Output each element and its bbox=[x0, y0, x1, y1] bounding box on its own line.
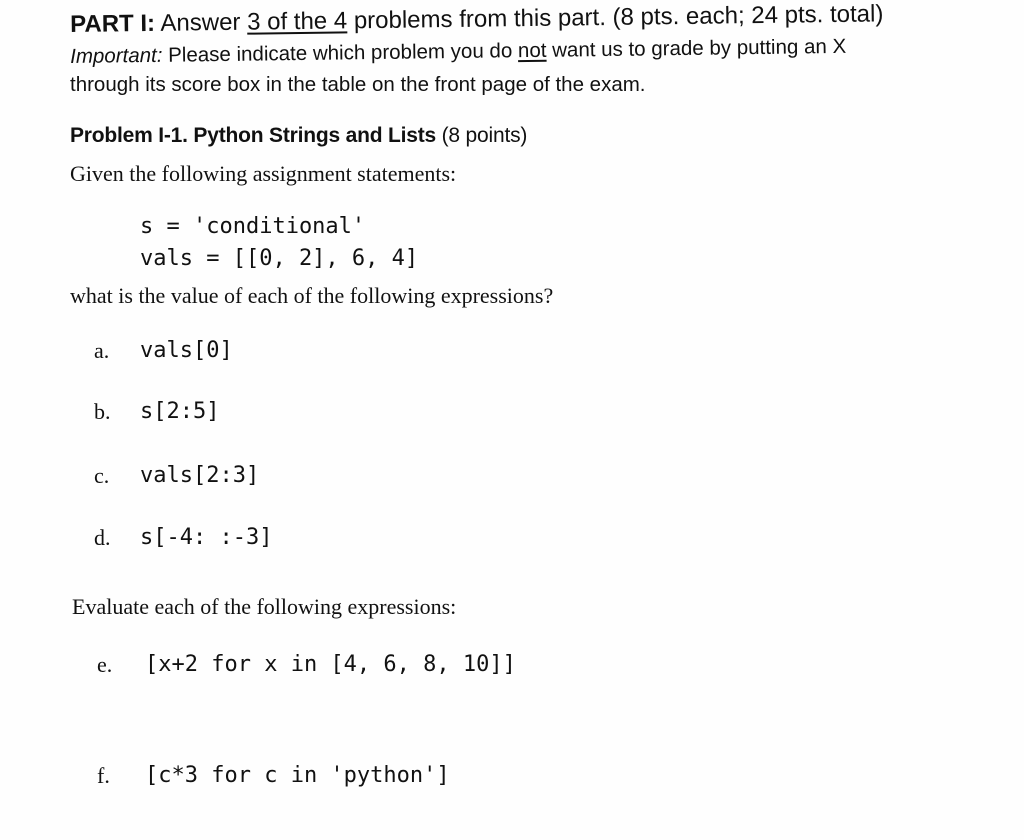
item-expression: vals[2:3] bbox=[140, 463, 260, 488]
problem-title-text: Problem I-1. Python Strings and Lists bbox=[70, 124, 436, 147]
part-label: PART I: bbox=[70, 9, 156, 38]
item-letter: e. bbox=[97, 652, 113, 677]
assignment-line: s = 'conditional' bbox=[140, 214, 366, 239]
item-expression: vals[0] bbox=[140, 338, 233, 363]
part-instruction-underlined: 3 of the 4 bbox=[246, 7, 348, 36]
item-expression: s[-4: :-3] bbox=[140, 525, 273, 550]
part-instruction-pre: Answer bbox=[154, 8, 248, 37]
item-letter: a. bbox=[94, 338, 110, 363]
item-letter: c. bbox=[94, 463, 110, 488]
assignment-line: vals = [[0, 2], 6, 4] bbox=[140, 246, 419, 271]
question-prompt: what is the value of each of the following expressions? bbox=[70, 283, 554, 308]
item-expression: s[2:5] bbox=[140, 399, 220, 424]
item-expression: [c*3 for c in 'python'] bbox=[145, 763, 450, 788]
important-note-line2: through its score box in the table on the front page of the exam. bbox=[70, 73, 646, 96]
evaluate-prompt: Evaluate each of the following expressions: bbox=[72, 594, 457, 619]
problem-intro: Given the following assignment statements: bbox=[70, 161, 457, 186]
problem-title bbox=[70, 123, 527, 149]
important-text-underlined: not bbox=[517, 38, 547, 63]
important-text-pre: Please indicate which problem you do bbox=[162, 39, 519, 67]
problem-points: (8 points) bbox=[436, 124, 528, 147]
item-letter: b. bbox=[94, 399, 111, 424]
part-header bbox=[70, 0, 1005, 40]
item-expression: [x+2 for x in [4, 6, 8, 10]] bbox=[145, 652, 516, 677]
important-text-post: want us to grade by putting an X bbox=[546, 34, 847, 62]
important-note bbox=[70, 34, 846, 70]
part-instruction-post: problems from this part. (8 pts. each; 24 pts. total) bbox=[347, 0, 884, 35]
important-label: Important: bbox=[70, 43, 163, 68]
item-letter: f. bbox=[97, 763, 110, 788]
item-letter: d. bbox=[94, 525, 111, 550]
